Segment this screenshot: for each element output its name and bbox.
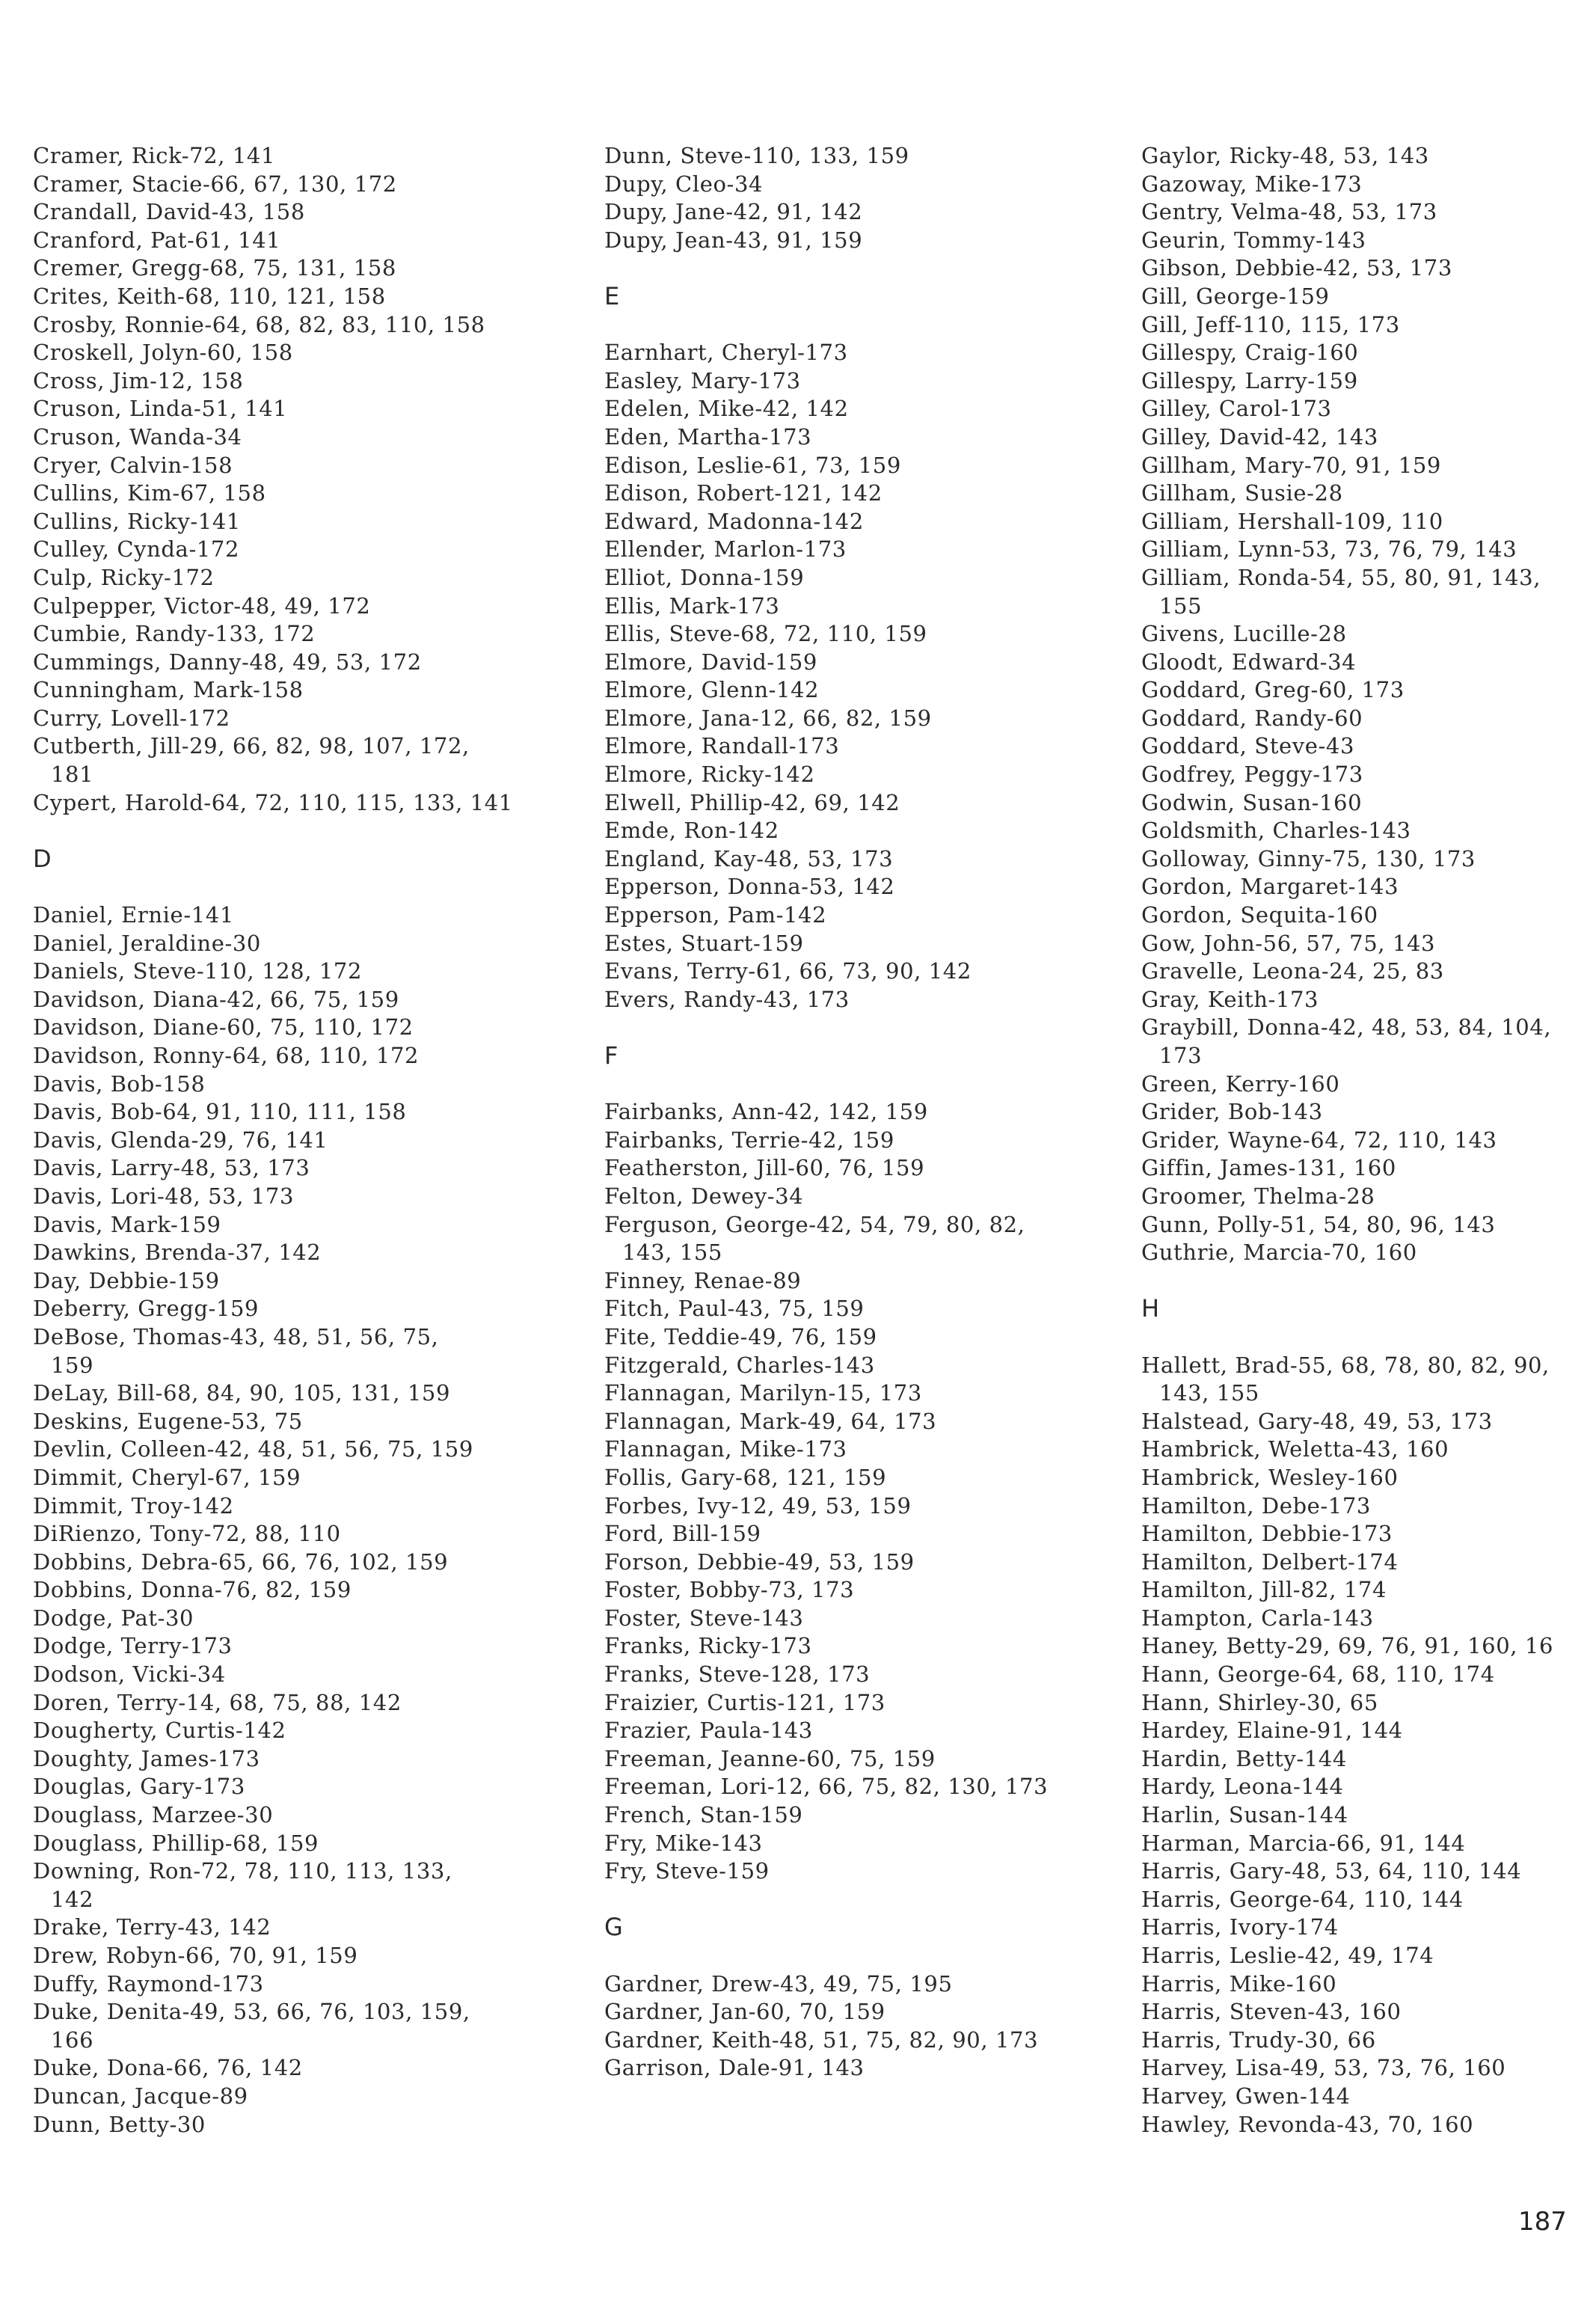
- index-entry: Garrison, Dale-91, 143: [604, 2055, 865, 2081]
- index-entry: Hann, George-64, 68, 110, 174: [1141, 1661, 1495, 1688]
- index-entry: Cruson, Linda-51, 141: [33, 396, 288, 422]
- index-entry: Godwin, Susan-160: [1141, 789, 1363, 815]
- index-entry: Dimmit, Troy-142: [33, 1492, 234, 1519]
- index-entry: Hamilton, Jill-82, 174: [1141, 1577, 1387, 1603]
- index-entry: Elmore, Glenn-142: [604, 677, 820, 703]
- index-entry-continuation: 181: [51, 762, 94, 788]
- index-entry: Davis, Glenda-29, 76, 141: [33, 1127, 328, 1153]
- index-entry: Hamilton, Delbert-174: [1141, 1548, 1399, 1575]
- index-entry: Harvey, Gwen-144: [1141, 2083, 1351, 2109]
- index-entry: Geurin, Tommy-143: [1141, 227, 1366, 253]
- index-entry: Daniel, Ernie-141: [33, 902, 234, 928]
- index-entry: Cramer, Rick-72, 141: [33, 143, 276, 168]
- index-entry-continuation: 143, 155: [622, 1240, 722, 1266]
- index-entry: Guthrie, Marcia-70, 160: [1141, 1240, 1417, 1266]
- index-entry: Dimmit, Cheryl-67, 159: [33, 1464, 301, 1490]
- index-entry: Harris, Mike-160: [1141, 1970, 1337, 1997]
- index-entry: Fairbanks, Ann-42, 142, 159: [604, 1099, 928, 1125]
- index-entry: Hawley, Revonda-43, 70, 160: [1141, 2111, 1474, 2137]
- index-entry: Hardy, Leona-144: [1141, 1774, 1344, 1800]
- index-entry: England, Kay-48, 53, 173: [604, 845, 894, 871]
- index-entry: Cummings, Danny-48, 49, 53, 172: [33, 649, 422, 675]
- index-entry: Drew, Robyn-66, 70, 91, 159: [33, 1943, 358, 1968]
- index-entry: Daniel, Jeraldine-30: [33, 930, 261, 956]
- index-entry: Gardner, Keith-48, 51, 75, 82, 90, 173: [604, 2026, 1039, 2053]
- index-entry: Davis, Larry-48, 53, 173: [33, 1155, 310, 1181]
- index-entry: Gill, George-159: [1141, 283, 1330, 309]
- index-entry: Cryer, Calvin-158: [33, 452, 233, 478]
- index-entry: Deskins, Eugene-53, 75: [33, 1408, 303, 1434]
- index-entry: Harris, Ivory-174: [1141, 1914, 1339, 1940]
- index-entry: Gillham, Mary-70, 91, 159: [1141, 452, 1441, 478]
- index-entry: Drake, Terry-43, 142: [33, 1914, 271, 1940]
- index-entry: Frazier, Paula-143: [604, 1718, 813, 1744]
- index-entry: Grider, Wayne-64, 72, 110, 143: [1141, 1127, 1497, 1153]
- index-entry: Hambrick, Wesley-160: [1141, 1464, 1399, 1490]
- index-entry: Cruson, Wanda-34: [33, 423, 242, 450]
- index-entry: Foster, Bobby-73, 173: [604, 1577, 855, 1603]
- index-entry: Franks, Steve-128, 173: [604, 1661, 871, 1688]
- index-entry: Crandall, David-43, 158: [33, 199, 305, 225]
- index-entry: Harris, Gary-48, 53, 64, 110, 144: [1141, 1858, 1522, 1884]
- index-entry: Davis, Bob-64, 91, 110, 111, 158: [33, 1099, 407, 1125]
- index-entry: Gillham, Susie-28: [1141, 480, 1343, 506]
- index-entry: Featherston, Jill-60, 76, 159: [604, 1155, 925, 1181]
- index-entry: Gordon, Margaret-143: [1141, 874, 1399, 900]
- index-entry: Cumbie, Randy-133, 172: [33, 621, 316, 647]
- index-entry: Daniels, Steve-110, 128, 172: [33, 958, 363, 984]
- index-entry: Davis, Bob-158: [33, 1070, 206, 1097]
- index-entry: Goddard, Greg-60, 173: [1141, 677, 1405, 703]
- index-entry: Epperson, Pam-142: [604, 902, 827, 928]
- index-entry: Doren, Terry-14, 68, 75, 88, 142: [33, 1689, 402, 1715]
- index-entry: Halstead, Gary-48, 49, 53, 173: [1141, 1408, 1493, 1434]
- index-entry: Harris, George-64, 110, 144: [1141, 1886, 1464, 1912]
- index-entry-continuation: 142: [51, 1886, 94, 1912]
- page-number: 187: [1518, 2207, 1567, 2237]
- index-entry: Haney, Betty-29, 69, 76, 91, 160, 16: [1141, 1633, 1553, 1659]
- section-letter: D: [33, 844, 52, 873]
- index-entry: Hamilton, Debbie-173: [1141, 1521, 1393, 1547]
- index-entry: Ford, Bill-159: [604, 1521, 761, 1547]
- index-entry: Cranford, Pat-61, 141: [33, 227, 281, 253]
- index-entry: Gardner, Jan-60, 70, 159: [604, 1999, 886, 2025]
- index-entry: Goddard, Randy-60: [1141, 705, 1363, 731]
- index-entry: Duffy, Raymond-173: [33, 1970, 264, 1997]
- index-entry: Gardner, Drew-43, 49, 75, 195: [604, 1970, 953, 1997]
- index-entry: Dunn, Betty-30: [33, 2111, 206, 2137]
- index-entry: DeBose, Thomas-43, 48, 51, 56, 75,: [33, 1323, 439, 1349]
- section-letter: F: [604, 1041, 619, 1070]
- index-entry: Follis, Gary-68, 121, 159: [604, 1464, 887, 1490]
- index-entry: Edelen, Mike-42, 142: [604, 396, 849, 422]
- index-entry-continuation: 155: [1159, 592, 1203, 619]
- index-entry: Hamilton, Debe-173: [1141, 1492, 1371, 1519]
- index-entry: Green, Kerry-160: [1141, 1070, 1340, 1097]
- index-entry: Golloway, Ginny-75, 130, 173: [1141, 845, 1476, 871]
- index-entry: Gray, Keith-173: [1141, 986, 1319, 1012]
- index-entry: Franks, Ricky-173: [604, 1633, 812, 1659]
- index-entry: Davis, Mark-159: [33, 1211, 221, 1237]
- index-entry: Gilliam, Ronda-54, 55, 80, 91, 143,: [1141, 564, 1541, 590]
- index-entry: Gillespy, Craig-160: [1141, 340, 1359, 366]
- index-entry: Gilley, Carol-173: [1141, 396, 1332, 422]
- index-entry: Dawkins, Brenda-37, 142: [33, 1240, 322, 1266]
- index-entry: Hardin, Betty-144: [1141, 1745, 1347, 1771]
- section-letter: G: [604, 1913, 624, 1942]
- index-entry-continuation: 159: [51, 1352, 94, 1378]
- index-entry: Davidson, Diana-42, 66, 75, 159: [33, 986, 399, 1012]
- index-entry: Evans, Terry-61, 66, 73, 90, 142: [604, 958, 972, 984]
- index-entry: Dobbins, Donna-76, 82, 159: [33, 1577, 352, 1603]
- index-entry: Gilliam, Lynn-53, 73, 76, 79, 143: [1141, 536, 1517, 563]
- index-entry: French, Stan-159: [604, 1802, 803, 1828]
- index-entry: Gillespy, Larry-159: [1141, 367, 1358, 393]
- index-entry: Givens, Lucille-28: [1141, 621, 1347, 647]
- index-entry: Devlin, Colleen-42, 48, 51, 56, 75, 159: [33, 1436, 473, 1462]
- index-entry: Dodson, Vicki-34: [33, 1661, 226, 1688]
- index-entry: DiRienzo, Tony-72, 88, 110: [33, 1521, 341, 1547]
- index-entry: Goldsmith, Charles-143: [1141, 818, 1411, 844]
- index-entry: Dupy, Cleo-34: [604, 171, 764, 197]
- index-entry: Hampton, Carla-143: [1141, 1605, 1374, 1631]
- index-entry: Davidson, Ronny-64, 68, 110, 172: [33, 1043, 420, 1068]
- index-entry: Cypert, Harold-64, 72, 110, 115, 133, 141: [33, 789, 513, 815]
- index-entry: Fry, Mike-143: [604, 1830, 763, 1856]
- index-entry: Gill, Jeff-110, 115, 173: [1141, 311, 1400, 337]
- index-entry: Douglass, Phillip-68, 159: [33, 1830, 319, 1856]
- index-entry: Estes, Stuart-159: [604, 930, 804, 956]
- index-entry: DeLay, Bill-68, 84, 90, 105, 131, 159: [33, 1380, 451, 1406]
- index-entry: Crites, Keith-68, 110, 121, 158: [33, 283, 386, 309]
- index-entry: Flannagan, Marilyn-15, 173: [604, 1380, 922, 1406]
- index-entry: Deberry, Gregg-159: [33, 1296, 260, 1322]
- index-entry: Dupy, Jane-42, 91, 142: [604, 199, 863, 225]
- index-entry: Cullins, Ricky-141: [33, 508, 241, 534]
- index-entry: Dougherty, Curtis-142: [33, 1718, 286, 1744]
- index-entry: Groomer, Thelma-28: [1141, 1183, 1375, 1209]
- index-entry: Day, Debbie-159: [33, 1267, 220, 1293]
- index-entry: Fite, Teddie-49, 76, 159: [604, 1323, 877, 1349]
- section-letter: H: [1141, 1294, 1161, 1323]
- index-entry: Downing, Ron-72, 78, 110, 113, 133,: [33, 1858, 452, 1884]
- index-entry: Gow, John-56, 57, 75, 143: [1141, 930, 1436, 956]
- index-entry: Ellender, Marlon-173: [604, 536, 847, 563]
- index-entry: Croskell, Jolyn-60, 158: [33, 340, 293, 366]
- index-entry: Dobbins, Debra-65, 66, 76, 102, 159: [33, 1548, 449, 1575]
- index-entry: Giffin, James-131, 160: [1141, 1155, 1396, 1181]
- index-entry: Cutberth, Jill-29, 66, 82, 98, 107, 172,: [33, 733, 470, 759]
- index-entry: Elmore, Ricky-142: [604, 762, 815, 788]
- index-entry: Elwell, Phillip-42, 69, 142: [604, 789, 900, 815]
- index-entry: Davis, Lori-48, 53, 173: [33, 1183, 294, 1209]
- index-entry: Evers, Randy-43, 173: [604, 986, 850, 1012]
- index-entry: Hann, Shirley-30, 65: [1141, 1689, 1378, 1715]
- index-entry: Gazoway, Mike-173: [1141, 171, 1363, 197]
- index-entry: Douglass, Marzee-30: [33, 1802, 274, 1828]
- section-letter: E: [604, 281, 621, 310]
- index-entry: Edison, Robert-121, 142: [604, 480, 883, 506]
- index-entry: Hallett, Brad-55, 68, 78, 80, 82, 90,: [1141, 1352, 1550, 1378]
- index-entry: Godfrey, Peggy-173: [1141, 762, 1363, 788]
- index-entry: Freeman, Jeanne-60, 75, 159: [604, 1745, 936, 1771]
- index-entry-continuation: 166: [51, 2026, 94, 2053]
- index-entry: Emde, Ron-142: [604, 818, 779, 844]
- index-entry: Gaylor, Ricky-48, 53, 143: [1141, 143, 1429, 168]
- index-entry: Cunningham, Mark-158: [33, 677, 304, 703]
- index-entry: Harvey, Lisa-49, 53, 73, 76, 160: [1141, 2055, 1506, 2081]
- index-entry: Dupy, Jean-43, 91, 159: [604, 227, 863, 253]
- index-entry: Dunn, Steve-110, 133, 159: [604, 143, 909, 168]
- index-entry: Forson, Debbie-49, 53, 159: [604, 1548, 915, 1575]
- index-entry: Edison, Leslie-61, 73, 159: [604, 452, 901, 478]
- index-entry: Culpepper, Victor-48, 49, 172: [33, 592, 371, 619]
- index-entry: Fraizier, Curtis-121, 173: [604, 1689, 886, 1715]
- index-entry: Elmore, Randall-173: [604, 733, 840, 759]
- index-entry: Elmore, David-159: [604, 649, 817, 675]
- index-entry: Foster, Steve-143: [604, 1605, 804, 1631]
- index-entry: Gibson, Debbie-42, 53, 173: [1141, 255, 1452, 281]
- index-entry: Freeman, Lori-12, 66, 75, 82, 130, 173: [604, 1774, 1049, 1800]
- index-entry: Cross, Jim-12, 158: [33, 367, 244, 393]
- index-entry: Earnhart, Cheryl-173: [604, 340, 848, 366]
- index-entry: Duncan, Jacque-89: [33, 2083, 248, 2109]
- index-entry: Elmore, Jana-12, 66, 82, 159: [604, 705, 932, 731]
- index-entry: Grider, Bob-143: [1141, 1099, 1323, 1125]
- index-entry: Gentry, Velma-48, 53, 173: [1141, 199, 1437, 225]
- index-entry: Ellis, Mark-173: [604, 592, 780, 619]
- index-entry: Harris, Steven-43, 160: [1141, 1999, 1402, 2025]
- index-entry: Duke, Dona-66, 76, 142: [33, 2055, 303, 2081]
- index-entry: Fitzgerald, Charles-143: [604, 1352, 875, 1378]
- index-entry-continuation: 173: [1159, 1043, 1203, 1068]
- index-entry: Dodge, Terry-173: [33, 1633, 233, 1659]
- index-entry: Harris, Leslie-42, 49, 174: [1141, 1943, 1434, 1968]
- index-entry: Flannagan, Mark-49, 64, 173: [604, 1408, 937, 1434]
- index-entry: Cramer, Stacie-66, 67, 130, 172: [33, 171, 397, 197]
- index-entry: Gilliam, Hershall-109, 110: [1141, 508, 1443, 534]
- index-entry: Davidson, Diane-60, 75, 110, 172: [33, 1014, 414, 1041]
- index-entry: Doughty, James-173: [33, 1745, 260, 1771]
- index-entry: Harman, Marcia-66, 91, 144: [1141, 1830, 1466, 1856]
- index-entry: Douglas, Gary-173: [33, 1774, 245, 1800]
- index-entry: Epperson, Donna-53, 142: [604, 874, 895, 900]
- index-entry: Harlin, Susan-144: [1141, 1802, 1348, 1828]
- index-column-2: [604, 142, 1120, 2083]
- index-entry: Forbes, Ivy-12, 49, 53, 159: [604, 1492, 912, 1519]
- index-entry: Cremer, Gregg-68, 75, 131, 158: [33, 255, 396, 281]
- index-entry: Flannagan, Mike-173: [604, 1436, 847, 1462]
- index-entry: Harris, Trudy-30, 66: [1141, 2026, 1376, 2053]
- index-entry: Hardey, Elaine-91, 144: [1141, 1718, 1403, 1744]
- index-entry: Gilley, David-42, 143: [1141, 423, 1378, 450]
- index-entry: Elliot, Donna-159: [604, 564, 805, 590]
- index-entry: Fairbanks, Terrie-42, 159: [604, 1127, 894, 1153]
- index-entry: Easley, Mary-173: [604, 367, 801, 393]
- index-entry: Duke, Denita-49, 53, 66, 76, 103, 159,: [33, 1999, 470, 2025]
- index-entry: Eden, Martha-173: [604, 423, 812, 450]
- index-entry: Edward, Madonna-142: [604, 508, 864, 534]
- index-entry: Dodge, Pat-30: [33, 1605, 194, 1631]
- index-entry: Gunn, Polly-51, 54, 80, 96, 143: [1141, 1211, 1496, 1237]
- index-entry: Fry, Steve-159: [604, 1858, 770, 1884]
- index-entry: Gravelle, Leona-24, 25, 83: [1141, 958, 1444, 984]
- index-entry: Finney, Renae-89: [604, 1267, 802, 1293]
- index-entry: Hambrick, Weletta-43, 160: [1141, 1436, 1449, 1462]
- index-entry: Goddard, Steve-43: [1141, 733, 1355, 759]
- index-entry: Fitch, Paul-43, 75, 159: [604, 1296, 865, 1322]
- index-entry: Culley, Cynda-172: [33, 536, 240, 563]
- index-entry: Curry, Lovell-172: [33, 705, 230, 731]
- index-entry: Gordon, Sequita-160: [1141, 902, 1378, 928]
- index-column-1: [33, 142, 549, 2139]
- index-entry: Ferguson, George-42, 54, 79, 80, 82,: [604, 1211, 1025, 1237]
- index-entry: Gloodt, Edward-34: [1141, 649, 1357, 675]
- index-entry: Ellis, Steve-68, 72, 110, 159: [604, 621, 927, 647]
- index-entry: Felton, Dewey-34: [604, 1183, 804, 1209]
- index-entry: Crosby, Ronnie-64, 68, 82, 83, 110, 158: [33, 311, 485, 337]
- index-column-3: [1141, 142, 1590, 2139]
- index-entry-continuation: 143, 155: [1159, 1380, 1259, 1406]
- index-entry: Cullins, Kim-67, 158: [33, 480, 266, 506]
- index-entry: Culp, Ricky-172: [33, 564, 215, 590]
- index-entry: Graybill, Donna-42, 48, 53, 84, 104,: [1141, 1014, 1552, 1041]
